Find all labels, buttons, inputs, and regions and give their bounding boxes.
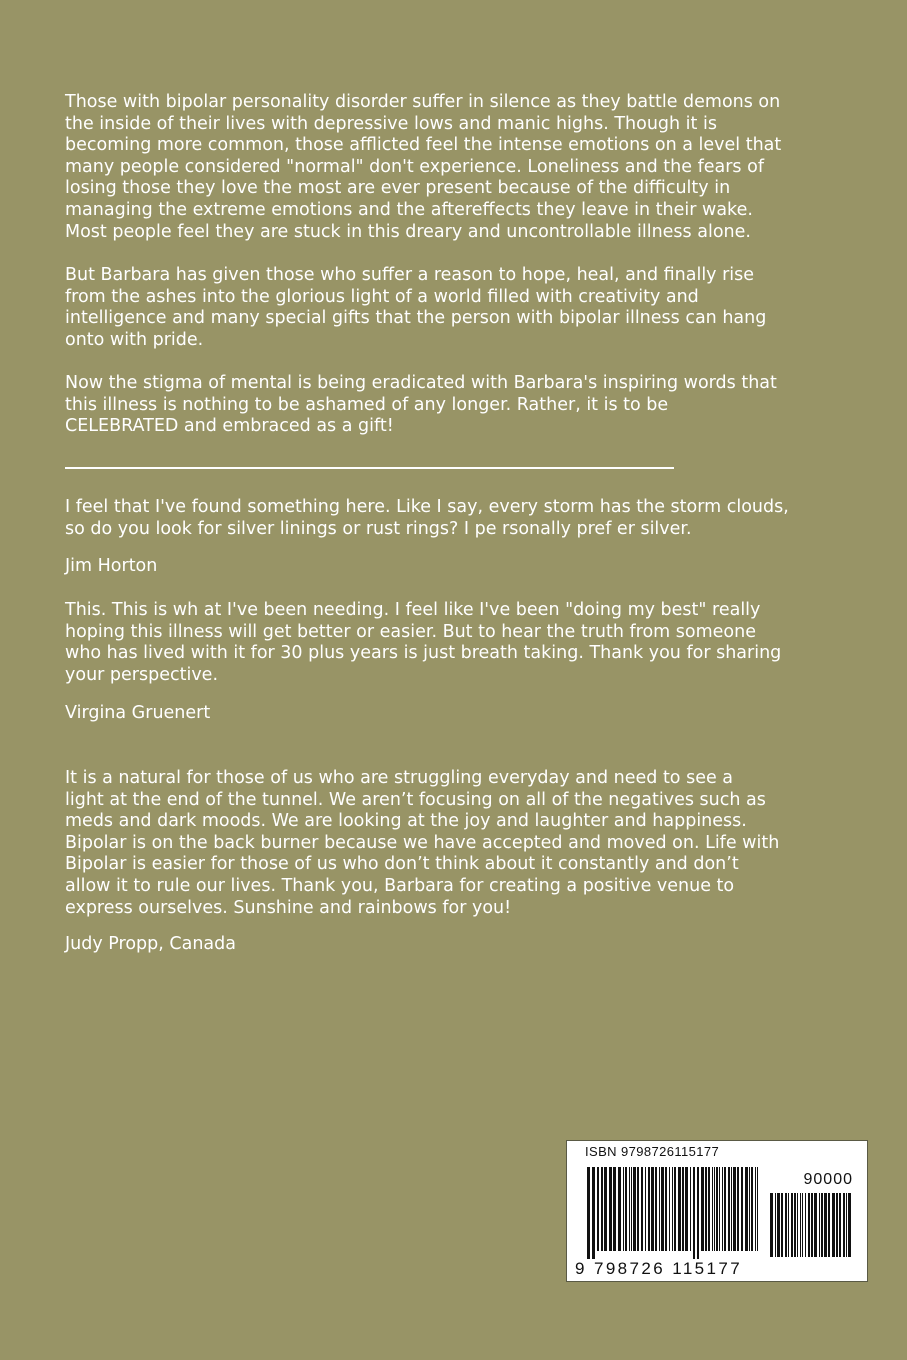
barcode-bar [701,1167,704,1251]
barcode-bar [824,1193,827,1257]
barcode-bar [714,1167,715,1251]
barcode-bar [819,1193,820,1257]
barcode-bar [674,1167,676,1251]
barcode-bar [613,1167,616,1251]
barcode-bar [697,1167,699,1259]
barcode-bar [665,1167,667,1251]
barcode-bar [648,1167,650,1251]
barcode-bar [645,1167,646,1251]
barcode-bar [722,1167,723,1251]
blurb-paragraph-2: But Barbara has given those who suffer a reason to hope, heal, and finally rise from the ashes into the glorious light of a world filled with creativity and intelligence and many special gifts that the person with bipolar illness can hang onto with pride. [65,265,767,350]
barcode-bar [777,1193,780,1257]
barcode-bar [791,1193,793,1257]
barcode-bar [755,1167,756,1251]
price-code: 90000 [803,1171,853,1188]
isbn-label: ISBN 9798726115177 [585,1144,720,1159]
barcode-bar [802,1193,803,1257]
barcode-bar [821,1193,823,1257]
section-divider [65,467,674,469]
barcode-bar [805,1193,806,1257]
barcode-bar [597,1167,599,1251]
barcode-bar [678,1167,681,1251]
barcode-bar [832,1193,835,1257]
barcode-bar [592,1167,595,1259]
barcode-bar [785,1193,787,1257]
barcode-bar [749,1167,750,1251]
isbn-barcode [566,1140,868,1282]
barcode-bar [623,1167,624,1251]
barcode-bar [659,1167,660,1251]
barcode-bar [828,1193,830,1257]
ean-digits: 9 798726 115177 [575,1259,743,1278]
barcode-bar [690,1167,691,1251]
barcode-bar [724,1167,726,1251]
review-author-2: Virgina Gruenert [65,703,211,723]
barcode-bar [629,1167,630,1251]
barcode-bar [814,1193,817,1257]
barcode-bar [669,1167,670,1251]
barcode-bar [655,1167,657,1251]
barcode-bar [716,1167,718,1251]
barcode-bar [728,1167,730,1251]
blurb-paragraph-1: Those with bipolar personality disorder suffer in silence as they battle demons on the inside of their lives with depressive lows and manic highs. Though it is becoming more common, those afflicted feel the intense emotions on a level that many people considered "normal" don't experience. Loneliness and the fears of losing those they love the most are ever present because of the difficulty in managing the extreme emotions and the aftereffects they leave in their wake. Most people feel they are stuck in this dreary and uncontrollable illness alone. [65,92,782,242]
barcode-bar [797,1193,798,1257]
barcode-bar [848,1193,851,1257]
barcode-bar [741,1167,743,1251]
barcode-bar [751,1167,753,1251]
barcode-bar [637,1167,639,1251]
barcode-bar [705,1167,707,1251]
barcode-bar [631,1167,632,1251]
barcode-bar [811,1193,813,1257]
barcode-bar [757,1167,758,1251]
barcode-bar [712,1167,713,1251]
barcode-bar [733,1167,736,1251]
review-author-3: Judy Propp, Canada [65,934,236,954]
review-quote-3: It is a natural for those of us who are struggling everyday and need to see a light at the end of the tunnel. We aren’t focusing on all of the negatives such as meds and dark moods. We are looking at the joy and laughter and happiness. Bipolar is on the back burner because we have accepted and moved on. Life with Bipolar is easier for those of us who don’t think about it constantly and don’t allow it to rule our lives. Thank you, Barbara for creating a positive venue to express ourselves. Sunshine and rainbows for you! [65,768,780,918]
blurb-paragraph-3: Now the stigma of mental is being eradicated with Barbara's inspiring words that this illness is nothing to be ashamed of any longer. Rather, it is to be CELEBRATED and embraced as a gift! [65,373,777,437]
barcode-bar [794,1193,796,1257]
barcode-bar [808,1193,810,1257]
barcode-bar [601,1167,603,1251]
barcode-bar [843,1193,845,1257]
barcode-bar [641,1167,643,1251]
barcode-bar [800,1193,801,1257]
barcode-bar [836,1193,838,1257]
barcode-bar [587,1167,590,1259]
barcode-bar [745,1167,748,1251]
addon-barcode-bars [770,1193,852,1267]
barcode-bar [846,1193,847,1257]
barcode-bar [693,1167,695,1259]
barcode-bar [625,1167,627,1251]
barcode-bar [618,1167,621,1251]
barcode-bar [672,1167,673,1251]
barcode-bar [604,1167,607,1251]
review-quote-2: This. This is wh at I've been needing. I feel like I've been "doing my best" really hoping this illness will get better or easier. But to hear the truth from someone who has lived with it for 30 plus years is just breath taking. Thank you for sharing your perspective. [65,600,782,685]
barcode-bar [839,1193,841,1257]
barcode-bar [731,1167,732,1251]
barcode-bar [661,1167,664,1251]
barcode-bar [682,1167,684,1251]
barcode-bar [770,1193,773,1257]
barcode-bar [775,1193,776,1257]
barcode-bar [788,1193,789,1257]
review-author-1: Jim Horton [65,556,158,576]
barcode-bar [719,1167,720,1251]
barcode-bar [781,1193,783,1257]
barcode-bar [633,1167,636,1251]
review-quote-1: I feel that I've found something here. Like I say, every storm has the storm clouds, so do you look for silver linings or rust rings? I pe rsonally pref er silver. [65,497,789,539]
main-barcode-bars [587,1167,762,1263]
barcode-bar [685,1167,688,1251]
barcode-bar [708,1167,710,1251]
barcode-bar [737,1167,739,1251]
barcode-bar [609,1167,612,1251]
barcode-bar [651,1167,654,1251]
